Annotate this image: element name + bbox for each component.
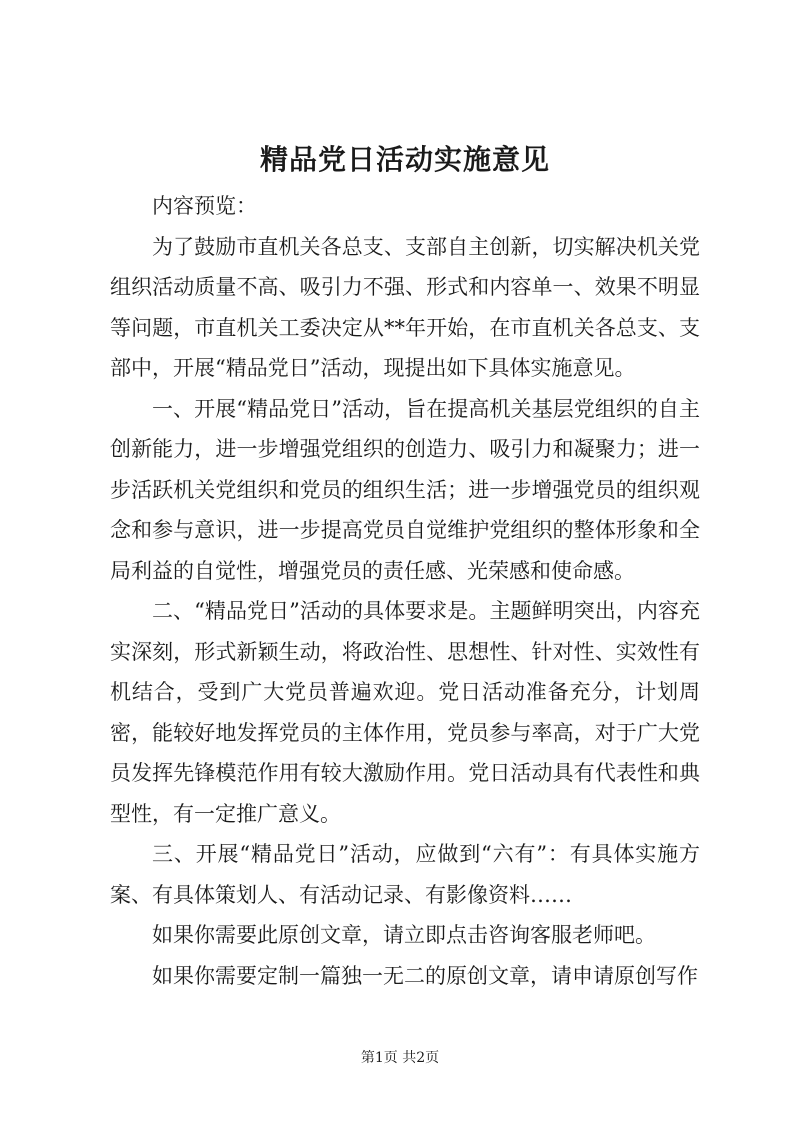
document-body — [110, 186, 700, 996]
preview-label: 内容预览： — [152, 194, 257, 218]
section-three-paragraph: 三、开展“精品党日”活动，应做到“六有”：有具体实施方案、有具体策划人、有活动记录、有影像资料…… — [110, 842, 700, 907]
intro-paragraph: 为了鼓励市直机关各总支、支部自主创新，切实解决机关党组织活动质量不高、吸引力不强、形式和内容单一、效果不明显等问题，市直机关工委决定从**年开始，在市直机关各总支、支部中，开展“精品党日”活动，现提出如下具体实施意见。 — [110, 234, 700, 380]
contact-paragraph: 如果你需要此原创文章，请立即点击咨询客服老师吧。 — [152, 923, 656, 947]
custom-writing-paragraph: 如果你需要定制一篇独一无二的原创文章，请申请原创写作 — [152, 963, 698, 988]
section-two-paragraph: 二、“精品党日”活动的具体要求是。主题鲜明突出，内容充实深刻，形式新颖生动，将政治性、思想性、针对性、实效性有机结合，受到广大党员普遍欢迎。党日活动准备充分，计划周密，能较好地发挥党员的主体作用，党员参与率高，对于广大党员发挥先锋模范作用有较大激励作用。党日活动具有代表性和典型性，有一定推广意义。 — [110, 599, 700, 826]
document-title: 精品党日活动实施意见 — [259, 143, 550, 176]
section-one-paragraph: 一、开展“精品党日”活动，旨在提高机关基层党组织的自主创新能力，进一步增强党组织的创造力、吸引力和凝聚力；进一步活跃机关党组织和党员的组织生活；进一步增强党员的组织观念和参与意识，进一步提高党员自觉维护党组织的整体形象和全局利益的自觉性，增强党员的责任感、光荣感和使命感。 — [110, 396, 700, 583]
document-page — [110, 0, 700, 1131]
page-footer: 第1页 共2页 — [360, 1050, 440, 1066]
